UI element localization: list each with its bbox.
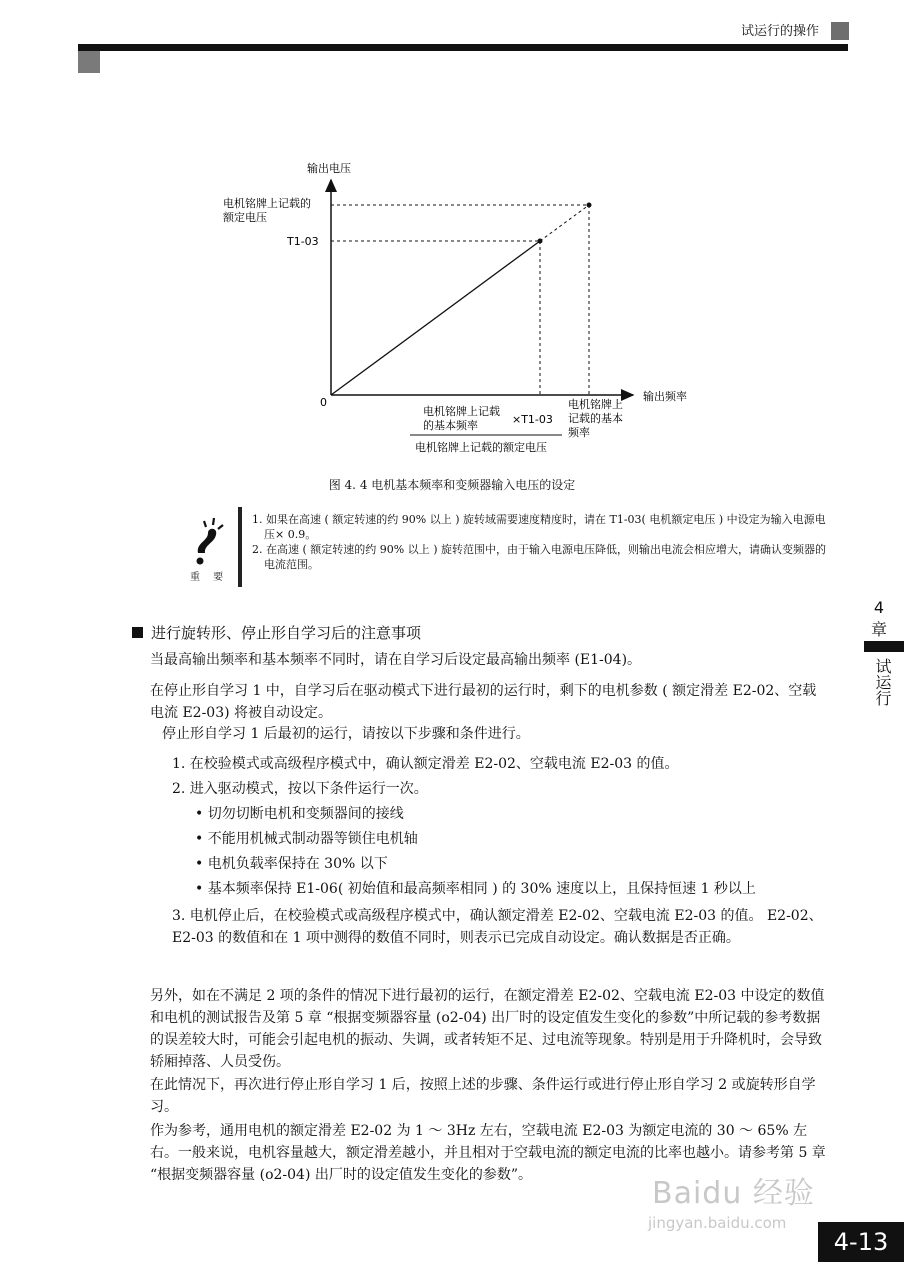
y-axis-label: 输出电压 — [307, 162, 351, 175]
right-freq-label-3: 频率 — [568, 426, 590, 439]
chapter-word: 章 — [870, 620, 887, 639]
right-freq-label-2: 记载的基本 — [568, 412, 623, 425]
figure-caption: 图 4. 4 电机基本频率和变频器输入电压的设定 — [328, 478, 576, 492]
t103-point — [538, 239, 543, 244]
origin-label: 0 — [320, 396, 327, 409]
rated-voltage-label-1: 电机铭牌上记载的 — [223, 197, 311, 210]
denominator-label: 电机铭牌上记载的额定电压 — [415, 441, 547, 454]
rated-point — [587, 203, 592, 208]
chapter-title: 试运行 — [873, 658, 892, 706]
header-gray-box — [831, 22, 849, 40]
paragraph-6: 作为参考，通用电机的额定滑差 E2-02 为 1 ～ 3Hz 左右，空载电流 E2-03 为额定电流的 30 ～ 65% 左右。一般来说，电机容量越大，额定滑差越小，并且相对于空载电流的额定电流的比率也越小。请参考第 5 章 “根据变频器容量 (o2-04) 出厂时的设定值发生变化的参数”。 — [150, 1123, 826, 1183]
step-2: 2. 进入驱动模式，按以下条件运行一次。 — [172, 781, 428, 797]
times-t103-label: ×T1-03 — [512, 413, 553, 426]
important-note — [252, 512, 832, 572]
step-3: 3. 电机停止后，在校验模式或高级程序模式中，确认额定滑差 E2-02、空载电流 E2-03 的值。 E2-02、E2-03 的数值和在 1 项中测得的数值不同时，则表示已完成自动设定。确认数据是否正确。 — [172, 908, 823, 946]
condition-2: • 不能用机械式制动器等锁住电机轴 — [195, 831, 418, 847]
t103-label: T1-03 — [287, 235, 319, 248]
square-bullet-icon — [132, 627, 143, 638]
vf-extension-dashed — [540, 205, 589, 241]
base-freq-label-1: 电机铭牌上记载 — [423, 405, 500, 418]
important-icon — [192, 515, 228, 567]
step-1: 1. 在校验模式或高级程序模式中，确认额定滑差 E2-02、空载电流 E2-03 的值。 — [172, 756, 679, 772]
watermark-url: jingyan.baidu.com — [648, 1214, 787, 1232]
paragraph-3: 停止形自学习 1 后最初的运行，请按以下步骤和条件进行。 — [162, 726, 530, 742]
chapter-number: 4 — [873, 598, 885, 617]
x-axis-label: 输出频率 — [643, 390, 687, 403]
header-rule — [78, 44, 848, 51]
note-rule — [238, 507, 242, 587]
chapter-tab-bar — [864, 641, 904, 652]
header-corner-square — [78, 51, 100, 73]
note-item-2: 2. 在高速 ( 额定转速的约 90% 以上 ) 旋转范围中，由于输入电源电压降低，则输出电流会相应增大，请确认变频器的电流范围。 — [252, 543, 826, 571]
paragraph-2: 在停止形自学习 1 中，自学习后在驱动模式下进行最初的运行时，剩下的电机参数 ( 额定滑差 E2-02、空载电流 E2-03) 将被自动设定。 — [150, 683, 817, 721]
page-number: 4-13 — [818, 1222, 904, 1262]
note-item-1: 1. 如果在高速 ( 额定转速的约 90% 以上 ) 旋转域需要速度精度时，请在 T1-03( 电机额定电压 ) 中设定为输入电源电压× 0.9。 — [252, 513, 826, 541]
section-heading — [132, 622, 421, 643]
section-heading-text: 进行旋转形、停止形自学习后的注意事项 — [151, 624, 422, 642]
voltage-frequency-diagram — [0, 150, 904, 470]
paragraph-4: 另外，如在不满足 2 项的条件的情况下进行最初的运行，在额定滑差 E2-02、空载电流 E2-03 中设定的数值和电机的测试报告及第 5 章 “根据变频器容量 (o2-04) 出厂时的设定值发生变化的参数”中所记载的参考数据的误差较大时，可能会引起电机的振动、失调，或者转矩不足、过电流等现象。特别是用于升降机时，会导致轿厢掉落、人员受伤。 — [150, 988, 825, 1070]
condition-1: • 切勿切断电机和变频器间的接线 — [195, 806, 404, 822]
condition-4: • 基本频率保持 E1-06( 初始值和最高频率相同 ) 的 30% 速度以上，且保持恒速 1 秒以上 — [195, 881, 756, 897]
running-header: 试运行的操作 — [740, 24, 819, 39]
baidu-watermark: Baidu 经验 — [652, 1176, 815, 1211]
paragraph-1: 当最高输出频率和基本频率不同时，请在自学习后设定最高输出频率 (E1-04)。 — [150, 652, 642, 668]
rated-voltage-label-2: 额定电压 — [223, 211, 267, 224]
condition-3: • 电机负载率保持在 30% 以下 — [195, 856, 388, 872]
important-label: 重 要 — [190, 572, 229, 583]
paragraph-5: 在此情况下，再次进行停止形自学习 1 后，按照上述的步骤、条件运行或进行停止形自学习 2 或旋转形自学习。 — [150, 1077, 816, 1115]
base-freq-label-2: 的基本频率 — [423, 419, 478, 432]
right-freq-label-1: 电机铭牌上 — [568, 398, 623, 411]
vf-line — [331, 241, 540, 395]
